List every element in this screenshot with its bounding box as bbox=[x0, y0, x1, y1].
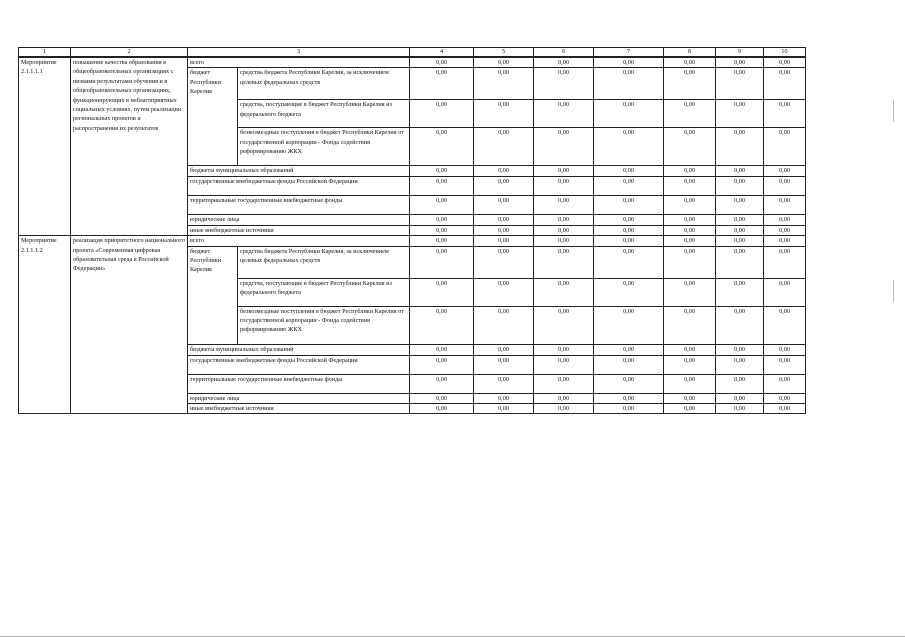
funding-source-municipal: бюджеты муниципальных образований bbox=[188, 344, 410, 355]
value-cell: 0,00 bbox=[474, 306, 534, 344]
value-cell: 0,00 bbox=[474, 128, 534, 166]
value-cell: 0,00 bbox=[764, 355, 806, 374]
value-cell: 0,00 bbox=[534, 215, 594, 225]
funding-source-legal: юридические лица bbox=[188, 393, 410, 403]
table-row bbox=[19, 236, 806, 246]
value-cell: 0,00 bbox=[764, 306, 806, 344]
header-col-2: 2 bbox=[71, 48, 188, 58]
value-cell: 0,00 bbox=[474, 166, 534, 177]
value-cell: 0,00 bbox=[594, 100, 664, 128]
value-cell: 0,00 bbox=[664, 166, 716, 177]
funding-subsource-fund: безвозмездные поступления в бюджет Республики Карелия от государственной корпорации - Фонда содействия реформированию ЖКХ bbox=[238, 306, 410, 344]
value-cell: 0,00 bbox=[594, 393, 664, 403]
value-cell: 0,00 bbox=[716, 374, 764, 393]
value-cell: 0,00 bbox=[410, 306, 474, 344]
activity-name: реализация приоритетного национального проекта «Современная цифровая образовательная среда в Российской Федерации» bbox=[71, 236, 188, 414]
value-cell: 0,00 bbox=[594, 278, 664, 306]
value-cell: 0,00 bbox=[594, 177, 664, 196]
value-cell: 0,00 bbox=[664, 196, 716, 215]
value-cell: 0,00 bbox=[474, 177, 534, 196]
value-cell: 0,00 bbox=[534, 306, 594, 344]
value-cell: 0,00 bbox=[410, 128, 474, 166]
value-cell: 0,00 bbox=[534, 393, 594, 403]
value-cell: 0,00 bbox=[474, 57, 534, 68]
value-cell: 0,00 bbox=[664, 393, 716, 403]
value-cell: 0,00 bbox=[534, 68, 594, 100]
value-cell: 0,00 bbox=[410, 374, 474, 393]
value-cell: 0,00 bbox=[664, 344, 716, 355]
value-cell: 0,00 bbox=[534, 374, 594, 393]
value-cell: 0,00 bbox=[664, 68, 716, 100]
value-cell: 0,00 bbox=[716, 225, 764, 235]
value-cell: 0,00 bbox=[594, 128, 664, 166]
value-cell: 0,00 bbox=[764, 278, 806, 306]
value-cell: 0,00 bbox=[474, 225, 534, 235]
value-cell: 0,00 bbox=[474, 215, 534, 225]
value-cell: 0,00 bbox=[664, 177, 716, 196]
scan-mark bbox=[893, 100, 894, 122]
activity-code: Мероприятие 2.1.1.1.1 bbox=[19, 57, 71, 236]
value-cell: 0,00 bbox=[410, 236, 474, 246]
value-cell: 0,00 bbox=[764, 57, 806, 68]
value-cell: 0,00 bbox=[664, 225, 716, 235]
value-cell: 0,00 bbox=[716, 278, 764, 306]
funding-source-legal: юридические лица bbox=[188, 215, 410, 225]
scan-mark bbox=[893, 280, 894, 302]
activity-name: повышение качества образования в общеобразовательных организациях с низкими результатами обучения и в общеобразовательных организациях, функционирующих в неблагоприятных социальных условиях, путем реализации региональных проектов и распространения их результатов bbox=[71, 57, 188, 236]
value-cell: 0,00 bbox=[534, 355, 594, 374]
funding-source-municipal: бюджеты муниципальных образований bbox=[188, 166, 410, 177]
funding-source-budget-rk: бюджет Республики Карелия bbox=[188, 246, 238, 344]
header-col-5: 5 bbox=[474, 48, 534, 58]
value-cell: 0,00 bbox=[474, 68, 534, 100]
value-cell: 0,00 bbox=[764, 404, 806, 414]
header-col-3: 3 bbox=[188, 48, 410, 58]
header-col-6: 6 bbox=[534, 48, 594, 58]
value-cell: 0,00 bbox=[594, 374, 664, 393]
funding-source-budget-rk: бюджет Республики Карелия bbox=[188, 68, 238, 166]
value-cell: 0,00 bbox=[716, 246, 764, 278]
value-cell: 0,00 bbox=[534, 236, 594, 246]
value-cell: 0,00 bbox=[534, 404, 594, 414]
value-cell: 0,00 bbox=[764, 128, 806, 166]
value-cell: 0,00 bbox=[664, 374, 716, 393]
value-cell: 0,00 bbox=[664, 355, 716, 374]
header-row bbox=[19, 48, 806, 58]
value-cell: 0,00 bbox=[764, 393, 806, 403]
value-cell: 0,00 bbox=[474, 236, 534, 246]
value-cell: 0,00 bbox=[664, 57, 716, 68]
value-cell: 0,00 bbox=[410, 57, 474, 68]
value-cell: 0,00 bbox=[716, 215, 764, 225]
value-cell: 0,00 bbox=[664, 278, 716, 306]
value-cell: 0,00 bbox=[716, 68, 764, 100]
value-cell: 0,00 bbox=[716, 393, 764, 403]
scan-edge-line bbox=[0, 636, 905, 637]
value-cell: 0,00 bbox=[664, 236, 716, 246]
header-col-4: 4 bbox=[410, 48, 474, 58]
activity-code: Мероприятие 2.1.1.1.2 bbox=[19, 236, 71, 414]
value-cell: 0,00 bbox=[410, 215, 474, 225]
value-cell: 0,00 bbox=[716, 166, 764, 177]
header-col-9: 9 bbox=[716, 48, 764, 58]
header-col-7: 7 bbox=[594, 48, 664, 58]
value-cell: 0,00 bbox=[764, 166, 806, 177]
value-cell: 0,00 bbox=[594, 166, 664, 177]
value-cell: 0,00 bbox=[764, 215, 806, 225]
value-cell: 0,00 bbox=[764, 236, 806, 246]
funding-source-territorial_funds: территориальные государственные внебюджетные фонды bbox=[188, 196, 410, 215]
value-cell: 0,00 bbox=[534, 246, 594, 278]
value-cell: 0,00 bbox=[594, 246, 664, 278]
value-cell: 0,00 bbox=[474, 374, 534, 393]
value-cell: 0,00 bbox=[410, 344, 474, 355]
value-cell: 0,00 bbox=[474, 278, 534, 306]
value-cell: 0,00 bbox=[474, 100, 534, 128]
value-cell: 0,00 bbox=[664, 306, 716, 344]
value-cell: 0,00 bbox=[716, 404, 764, 414]
value-cell: 0,00 bbox=[716, 196, 764, 215]
value-cell: 0,00 bbox=[474, 196, 534, 215]
value-cell: 0,00 bbox=[534, 177, 594, 196]
funding-subsource-federal: средства, поступающие в бюджет Республики Карелия из федерального бюджета bbox=[238, 100, 410, 128]
value-cell: 0,00 bbox=[594, 68, 664, 100]
funding-source-other: иные внебюджетные источники bbox=[188, 225, 410, 235]
value-cell: 0,00 bbox=[764, 225, 806, 235]
value-cell: 0,00 bbox=[410, 177, 474, 196]
value-cell: 0,00 bbox=[534, 278, 594, 306]
value-cell: 0,00 bbox=[474, 393, 534, 403]
value-cell: 0,00 bbox=[664, 100, 716, 128]
funding-source-territorial_funds: территориальные государственные внебюджетные фонды bbox=[188, 374, 410, 393]
value-cell: 0,00 bbox=[410, 225, 474, 235]
value-cell: 0,00 bbox=[664, 246, 716, 278]
table-body bbox=[19, 57, 806, 414]
value-cell: 0,00 bbox=[664, 128, 716, 166]
value-cell: 0,00 bbox=[534, 166, 594, 177]
value-cell: 0,00 bbox=[716, 355, 764, 374]
value-cell: 0,00 bbox=[594, 225, 664, 235]
value-cell: 0,00 bbox=[410, 393, 474, 403]
value-cell: 0,00 bbox=[410, 100, 474, 128]
budget-table bbox=[18, 47, 806, 414]
value-cell: 0,00 bbox=[594, 57, 664, 68]
funding-subsource-rk_own: средства бюджета Республики Карелия, за исключением целевых федеральных средств bbox=[238, 246, 410, 278]
value-cell: 0,00 bbox=[534, 196, 594, 215]
funding-source-other: иные внебюджетные источники bbox=[188, 404, 410, 414]
value-cell: 0,00 bbox=[534, 344, 594, 355]
value-cell: 0,00 bbox=[594, 196, 664, 215]
value-cell: 0,00 bbox=[594, 355, 664, 374]
value-cell: 0,00 bbox=[410, 68, 474, 100]
value-cell: 0,00 bbox=[764, 177, 806, 196]
value-cell: 0,00 bbox=[474, 404, 534, 414]
header-col-8: 8 bbox=[664, 48, 716, 58]
funding-subsource-federal: средства, поступающие в бюджет Республики Карелия из федерального бюджета bbox=[238, 278, 410, 306]
funding-source-total: всего bbox=[188, 236, 410, 246]
funding-source-state_funds: государственные внебюджетные фонды Российской Федерации bbox=[188, 177, 410, 196]
value-cell: 0,00 bbox=[594, 236, 664, 246]
header-col-10: 10 bbox=[764, 48, 806, 58]
value-cell: 0,00 bbox=[534, 57, 594, 68]
funding-subsource-fund: безвозмездные поступления в бюджет Республики Карелия от государственной корпорации - Фонда содействия реформированию ЖКХ bbox=[238, 128, 410, 166]
budget-table-sheet bbox=[18, 47, 805, 414]
value-cell: 0,00 bbox=[716, 128, 764, 166]
funding-source-state_funds: государственные внебюджетные фонды Российской Федерации bbox=[188, 355, 410, 374]
value-cell: 0,00 bbox=[764, 68, 806, 100]
value-cell: 0,00 bbox=[764, 196, 806, 215]
value-cell: 0,00 bbox=[764, 100, 806, 128]
value-cell: 0,00 bbox=[474, 246, 534, 278]
value-cell: 0,00 bbox=[664, 404, 716, 414]
table-row bbox=[19, 57, 806, 68]
value-cell: 0,00 bbox=[534, 225, 594, 235]
value-cell: 0,00 bbox=[474, 344, 534, 355]
value-cell: 0,00 bbox=[716, 306, 764, 344]
value-cell: 0,00 bbox=[716, 344, 764, 355]
value-cell: 0,00 bbox=[764, 246, 806, 278]
value-cell: 0,00 bbox=[594, 306, 664, 344]
value-cell: 0,00 bbox=[534, 100, 594, 128]
value-cell: 0,00 bbox=[534, 128, 594, 166]
value-cell: 0,00 bbox=[474, 355, 534, 374]
value-cell: 0,00 bbox=[594, 404, 664, 414]
value-cell: 0,00 bbox=[716, 100, 764, 128]
value-cell: 0,00 bbox=[716, 236, 764, 246]
value-cell: 0,00 bbox=[410, 246, 474, 278]
value-cell: 0,00 bbox=[594, 344, 664, 355]
header-col-1: 1 bbox=[19, 48, 71, 58]
value-cell: 0,00 bbox=[410, 196, 474, 215]
value-cell: 0,00 bbox=[716, 57, 764, 68]
value-cell: 0,00 bbox=[664, 215, 716, 225]
value-cell: 0,00 bbox=[410, 278, 474, 306]
value-cell: 0,00 bbox=[716, 177, 764, 196]
value-cell: 0,00 bbox=[594, 215, 664, 225]
value-cell: 0,00 bbox=[410, 404, 474, 414]
value-cell: 0,00 bbox=[764, 344, 806, 355]
value-cell: 0,00 bbox=[410, 166, 474, 177]
value-cell: 0,00 bbox=[764, 374, 806, 393]
funding-source-total: всего bbox=[188, 57, 410, 68]
funding-subsource-rk_own: средства бюджета Республики Карелия, за исключением целевых федеральных средств bbox=[238, 68, 410, 100]
value-cell: 0,00 bbox=[410, 355, 474, 374]
